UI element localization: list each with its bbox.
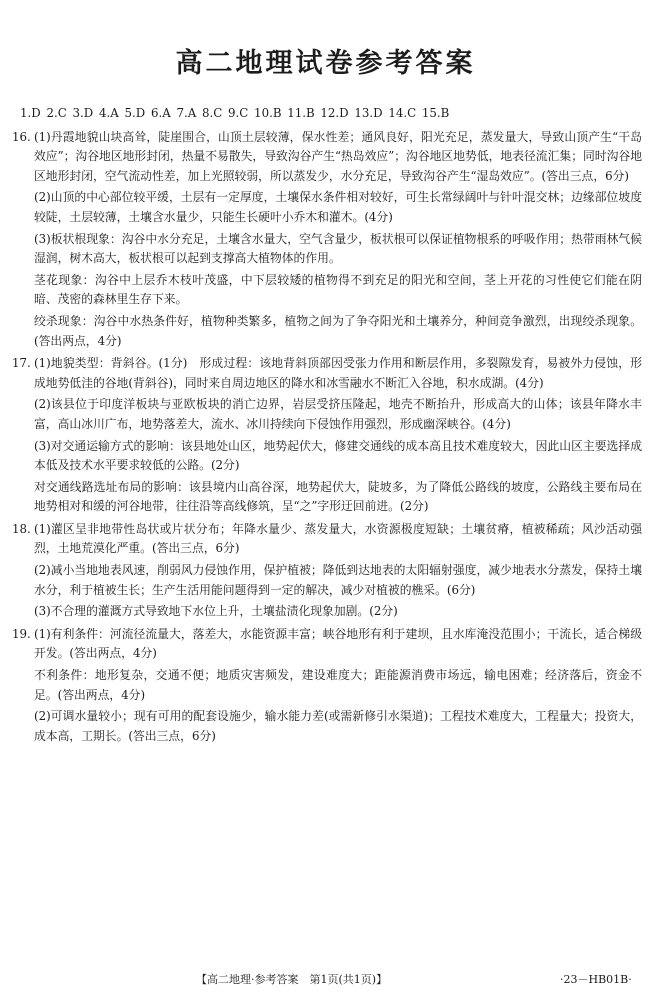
question-18 bbox=[12, 520, 642, 622]
footer-page-info: 【高二地理·参考答案 第1页(共1页)】 bbox=[196, 973, 388, 986]
question-number: 18. bbox=[12, 521, 31, 536]
answer-paragraph: (2)减小当地地表风速，削弱风力侵蚀作用，保护植被；降低到达地表的太阳辐射强度，减少地表水分蒸发，保持土壤水分，利于植被生长；生产生活用能问题得到一定的解决，减少对植被的樵采。(6分) bbox=[34, 563, 642, 597]
answer-paragraph: 不利条件：地形复杂，交通不便；地质灾害频发，建设难度大；距能源消费市场远，输电困难；经济落后，资金不足。(答出两点，4分) bbox=[34, 668, 642, 702]
question-16 bbox=[12, 128, 642, 352]
answer-paragraph: (1)地貌类型：背斜谷。(1分) 形成过程：该地背斜顶部因受张力作用和断层作用，多裂隙发育，易被外力侵蚀，形成地势低洼的谷地(背斜谷)，同时来自周边地区的降水和冰雪融水不断汇入谷地，积水成湖。(4分) bbox=[34, 356, 642, 390]
answer-paragraph: (3)板状根现象：沟谷中水分充足，土壤含水量大，空气含量少，板状根可以保证植物根系的呼吸作用；热带雨林气候湿润，树木高大，板状根可以起到支撑高大植物体的作用。 bbox=[34, 231, 642, 266]
multiple-choice-answers: 1.D 2.C 3.D 4.A 5.D 6.A 7.A 8.C 9.C 10.B 11.B 12.D 13.D 14.C 15.B bbox=[20, 106, 450, 120]
answer-paragraph: (2)该县位于印度洋板块与亚欧板块的消亡边界，岩层受挤压隆起，地壳不断抬升，形成高大的山体；该县年降水丰富，高山冰川广布，地势落差大，流水、冰川持续向下侵蚀作用强烈，形成幽深峡谷。(4分) bbox=[34, 397, 642, 431]
answer-content bbox=[12, 104, 642, 749]
question-number: 19. bbox=[12, 626, 31, 641]
question-19 bbox=[12, 625, 642, 747]
question-17 bbox=[12, 354, 642, 517]
answer-paragraph: (2)可调水量较小；现有可用的配套设施少，输水能力差(或需新修引水渠道)；工程技术难度大，工程量大；投资大，成本高，工期长。(答出三点，6分) bbox=[34, 709, 642, 743]
question-number: 16. bbox=[12, 129, 31, 144]
footer-code: ·23－HB01B· bbox=[560, 973, 632, 986]
answer-paragraph: 绞杀现象：沟谷中水热条件好，植物种类繁多，植物之间为了争夺阳光和土壤养分，种间竞争激烈，出现绞杀现象。(答出两点，4分) bbox=[34, 313, 642, 348]
answer-paragraph: (1)丹霞地貌山块高耸，陡崖围合，山顶土层较薄，保水性差；通风良好，阳光充足，蒸发量大，导致山顶产生“干岛效应”；沟谷地区地形封闭，热量不易散失，导致沟谷产生“热岛效应”；沟谷地区地势低，地表径流汇集；同时沟谷地区地形封闭，空气流动性差，加上光照较弱，所以蒸发少，水分充足，导致沟谷产生“湿岛效应”。(答出三点，6分) bbox=[34, 129, 642, 183]
question-number: 17. bbox=[12, 356, 31, 371]
answer-paragraph: 对交通线路选址布局的影响：该县境内山高谷深，地势起伏大，陡坡多，为了降低公路线的坡度，公路线主要布局在地势相对和缓的河谷地带，往往沿等高线修筑，呈“之”字形迂回前进。(2分) bbox=[34, 479, 642, 514]
answer-paragraph: (3)对交通运输方式的影响：该县地处山区，地势起伏大，修建交通线的成本高且技术难度较大，因此山区主要选择成本低及技术水平要求较低的公路。(2分) bbox=[34, 438, 642, 473]
answer-paragraph: (1)有利条件：河流径流量大，落差大，水能资源丰富；峡谷地形有利于建坝，且水库淹没范围小；干流长，适合梯级开发。(答出两点，4分) bbox=[34, 626, 642, 661]
answer-paragraph: 茎花现象：沟谷中上层乔木枝叶茂盛，中下层较矮的植物得不到充足的阳光和空间，茎上开花的习性使它们能在阴暗、茂密的森林里生存下来。 bbox=[34, 272, 642, 307]
answer-paragraph: (2)山顶的中心部位较平缓，土层有一定厚度，土壤保水条件相对较好，可生长常绿阔叶与针叶混交林；边缘部位坡度较陡，土层较薄，土壤含水量少，只能生长硬叶小乔木和灌木。(4分) bbox=[34, 190, 642, 224]
answer-paragraph: (3)不合理的灌溉方式导致地下水位上升，土壤盐渍化现象加剧。(2分) bbox=[34, 604, 398, 619]
page-title: 高二地理试卷参考答案 bbox=[175, 48, 476, 79]
answer-paragraph: (1)灌区呈非地带性岛状或片状分布；年降水量少、蒸发量大，水资源极度短缺；土壤贫瘠，植被稀疏；风沙活动强烈，土地荒漠化严重。(答出三点，6分) bbox=[34, 521, 642, 556]
